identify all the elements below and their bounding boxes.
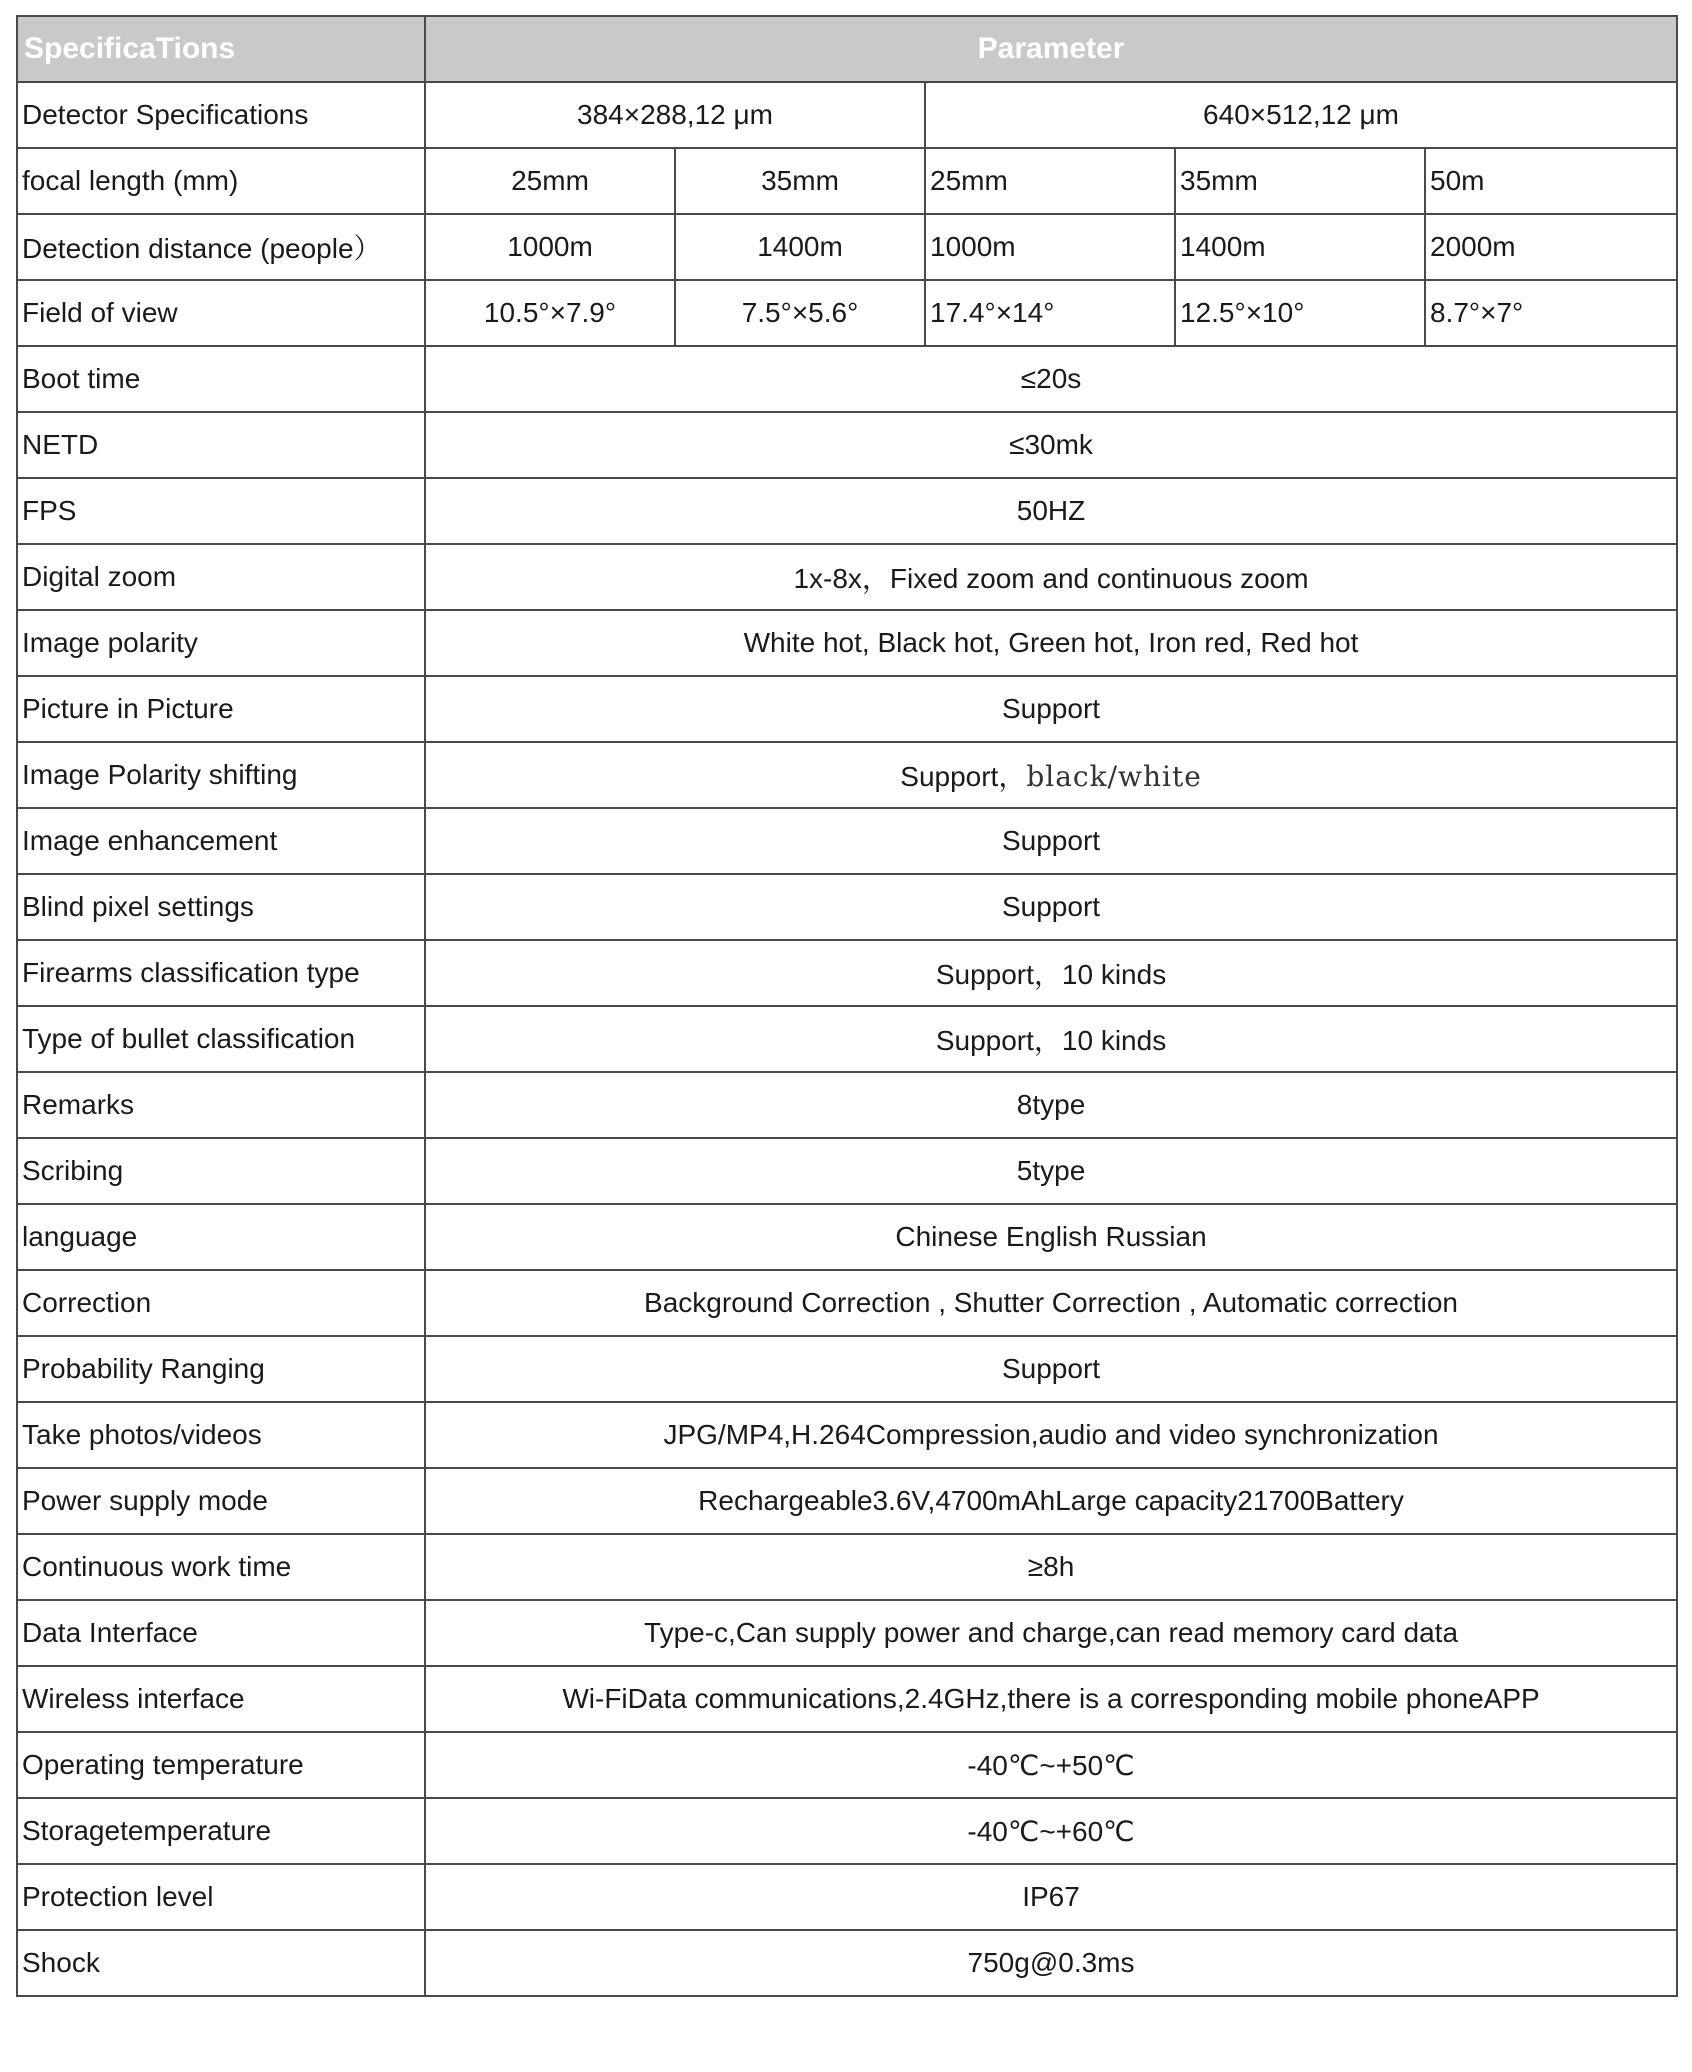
row-value: Wi-FiData communications,2.4GHz,there is a corresponding mobile phoneAPP [425,1666,1677,1732]
row-value: 35mm [1175,148,1425,214]
table-row [17,82,1677,148]
row-value: Support，10 kinds [425,940,1677,1006]
row-label: Continuous work time [17,1534,425,1600]
row-value: Support [425,808,1677,874]
row-label: Boot time [17,346,425,412]
row-value: 2000m [1425,214,1677,280]
table-row [17,1600,1677,1666]
row-value: JPG/MP4,H.264Compression,audio and video synchronization [425,1402,1677,1468]
row-label: Field of view [17,280,425,346]
row-value: ≤20s [425,346,1677,412]
row-value: ≥8h [425,1534,1677,1600]
table-row [17,742,1677,808]
row-value: 50HZ [425,478,1677,544]
row-label: Correction [17,1270,425,1336]
table-row [17,610,1677,676]
table-row [17,1072,1677,1138]
table-row [17,214,1677,280]
table-header-row [17,16,1677,82]
row-label: Detector Specifications [17,82,425,148]
row-value: 8.7°×7° [1425,280,1677,346]
row-label: Image Polarity shifting [17,742,425,808]
table-row [17,544,1677,610]
row-value: 17.4°×14° [925,280,1175,346]
row-value: Background Correction , Shutter Correction , Automatic correction [425,1270,1677,1336]
table-row [17,1138,1677,1204]
row-label: Protection level [17,1864,425,1930]
row-value-extra: black/white [1026,760,1202,793]
row-value: 35mm [675,148,925,214]
table-row [17,1270,1677,1336]
row-value: ≤30mk [425,412,1677,478]
row-value: Support [425,676,1677,742]
row-label: Take photos/videos [17,1402,425,1468]
row-value: 1x-8x，Fixed zoom and continuous zoom [425,544,1677,610]
row-label: Power supply mode [17,1468,425,1534]
row-label: Remarks [17,1072,425,1138]
row-value: 10.5°×7.9° [425,280,675,346]
row-value: -40℃~+60℃ [425,1798,1677,1864]
row-value [425,742,1677,808]
row-label: Detection distance (people） [17,214,425,280]
table-row [17,148,1677,214]
table-row [17,940,1677,1006]
table-row [17,676,1677,742]
row-label: FPS [17,478,425,544]
row-label: language [17,1204,425,1270]
row-value: 1400m [1175,214,1425,280]
table-row [17,1006,1677,1072]
row-value: Type-c,Can supply power and charge,can read memory card data [425,1600,1677,1666]
row-value: Support，10 kinds [425,1006,1677,1072]
row-value: 750g@0.3ms [425,1930,1677,1996]
row-label: Type of bullet classification [17,1006,425,1072]
table-row [17,1534,1677,1600]
row-label: NETD [17,412,425,478]
row-label: Shock [17,1930,425,1996]
row-value: 1000m [925,214,1175,280]
row-value: 25mm [425,148,675,214]
row-label: focal length (mm) [17,148,425,214]
row-value: Rechargeable3.6V,4700mAhLarge capacity21700Battery [425,1468,1677,1534]
row-label: Probability Ranging [17,1336,425,1402]
row-value: IP67 [425,1864,1677,1930]
row-label: Image enhancement [17,808,425,874]
row-value: 12.5°×10° [1175,280,1425,346]
row-value: 7.5°×5.6° [675,280,925,346]
table-row [17,1402,1677,1468]
row-value: 25mm [925,148,1175,214]
row-label: Image polarity [17,610,425,676]
specifications-table [16,15,1678,1997]
row-label: Blind pixel settings [17,874,425,940]
row-value: Support [425,1336,1677,1402]
row-value: Support [425,874,1677,940]
row-value: 1400m [675,214,925,280]
table-row [17,1864,1677,1930]
row-label: Firearms classification type [17,940,425,1006]
row-value: -40℃~+50℃ [425,1732,1677,1798]
table-row [17,412,1677,478]
row-label: Scribing [17,1138,425,1204]
row-value: 1000m [425,214,675,280]
row-value: White hot, Black hot, Green hot, Iron red, Red hot [425,610,1677,676]
table-row [17,1204,1677,1270]
row-label: Wireless interface [17,1666,425,1732]
table-row [17,1732,1677,1798]
row-label: Data Interface [17,1600,425,1666]
row-value: Chinese English Russian [425,1204,1677,1270]
table-row [17,874,1677,940]
row-value-text: Support， [900,761,1027,792]
header-specifications: SpecificaTions [17,16,425,82]
row-label: Operating temperature [17,1732,425,1798]
row-value: 384×288,12 μm [425,82,925,148]
table-row [17,1666,1677,1732]
row-label: Picture in Picture [17,676,425,742]
row-label: Storagetemperature [17,1798,425,1864]
row-value: 50m [1425,148,1677,214]
table-row [17,478,1677,544]
header-parameter: Parameter [425,16,1677,82]
row-label: Digital zoom [17,544,425,610]
table-row [17,1798,1677,1864]
row-value: 640×512,12 μm [925,82,1677,148]
table-row [17,808,1677,874]
row-value: 5type [425,1138,1677,1204]
table-row [17,1930,1677,1996]
table-row [17,280,1677,346]
table-row [17,346,1677,412]
row-value: 8type [425,1072,1677,1138]
table-row [17,1468,1677,1534]
table-row [17,1336,1677,1402]
